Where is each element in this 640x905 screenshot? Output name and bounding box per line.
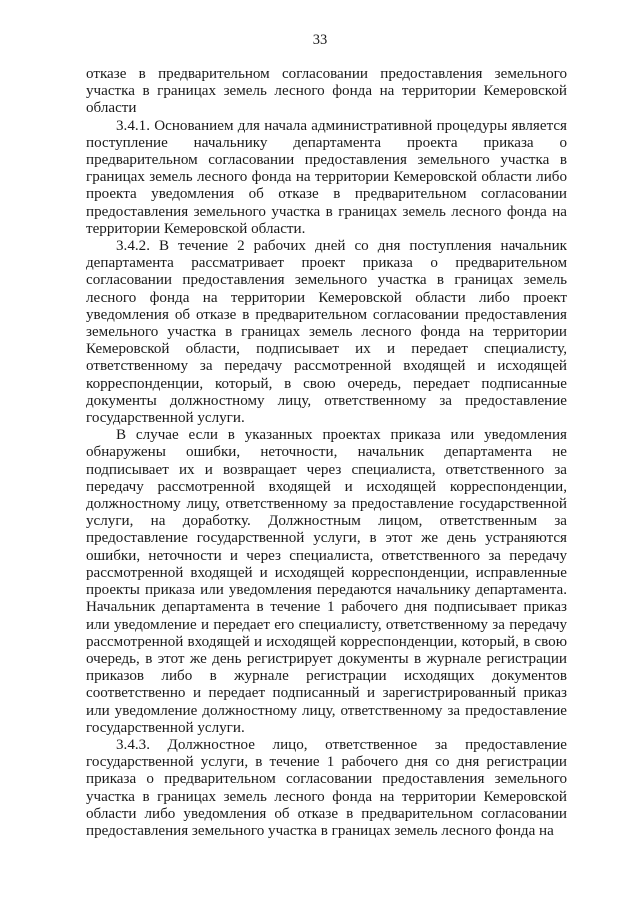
paragraph-continuation: отказе в предварительном согласовании предоставления земельного участка в границах земель лесного фонда на территории Кемеровской области <box>86 66 567 117</box>
paragraph-errors-case: В случае если в указанных проектах приказа или уведомления обнаружены ошибки, неточности, начальник департамента не подписывает их и возвращает через специалиста, ответственного за передачу рассмотренной входящей и исходящей корреспонденции, должностному лицу, ответственному за предоставление государственной услуги, на доработку. Должностным лицом, ответственным за предоставление государственной услуги, в этот же день устраняются ошибки, неточности и через специалиста, ответственного за передачу рассмотренной входящей и исходящей корреспонденции, исправленные проекты приказа или уведомления передаются начальнику департамента. Начальник департамента в течение 1 рабочего дня подписывает приказ или уведомление и передает его специалисту, ответственному за передачу рассмотренной входящей и исходящей корреспонденции, который, в свою очередь, в этот же день регистрирует документы в журнале регистрации приказов либо в журнале регистрации исходящих документов соответственно и передает подписанный и зарегистрированный приказ или уведомление должностному лицу, ответственному за предоставление государственной услуги. <box>86 427 567 736</box>
page-number: 33 <box>312 32 328 48</box>
paragraph-3-4-3: 3.4.3. Должностное лицо, ответственное за предоставление государственной услуги, в течение 1 рабочего дня со дня регистрации приказа о предварительном согласовании предоставления земельного участка в границах земель лесного фонда на территории Кемеровской области либо уведомления об отказе в предварительном согласовании предоставления земельного участка в границах земель лесного фонда на <box>86 736 567 839</box>
paragraph-3-4-1: 3.4.1. Основанием для начала административной процедуры является поступление начальнику департамента проекта приказа о предварительном согласовании предоставления земельного участка в границах земель лесного фонда на территории Кемеровской области либо проекта уведомления об отказе в предварительном согласовании предоставления земельного участка в границах земель лесного фонда на территории Кемеровской области. <box>86 117 567 237</box>
paragraph-3-4-2: 3.4.2. В течение 2 рабочих дней со дня поступления начальник департамента рассматривает проект приказа о предварительном согласовании предоставления земельного участка в границах земель лесного фонда на территории Кемеровской области либо проект уведомления об отказе в предварительном согласовании предоставления земельного участка в границах земель лесного фонда на территории Кемеровской области, подписывает их и передает специалисту, ответственному за передачу рассмотренной входящей и исходящей корреспонденции, который, в свою очередь, передает подписанные документы должностному лицу, ответственному за предоставление государственной услуги. <box>86 238 567 427</box>
document-body <box>86 66 567 840</box>
